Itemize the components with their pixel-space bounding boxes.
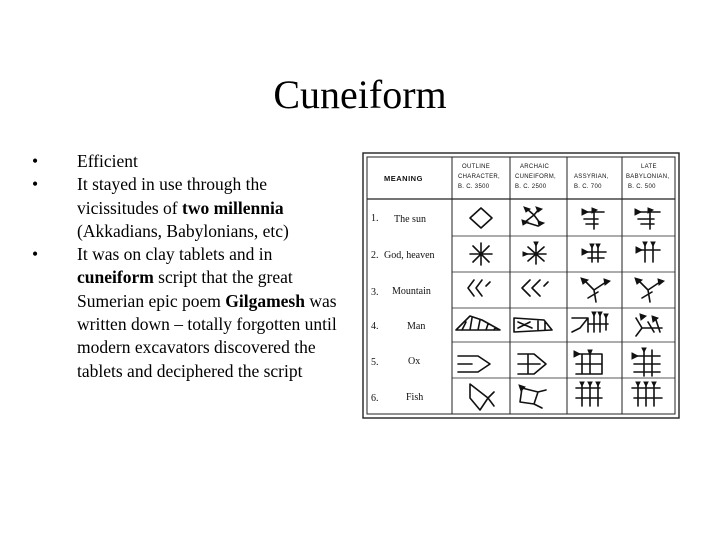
header-outline: B. C. 3500 [458,184,490,190]
sun-archaic-glyph [522,207,544,226]
bullet-dot: • [32,244,39,265]
row-meaning: God, heaven [384,250,435,261]
fish-assyrian-glyph [576,382,602,406]
header-assyrian: ASSYRIAN, [574,174,609,180]
header-archaic: CUNEIFORM, [515,174,556,180]
header-outline: CHARACTER, [458,174,501,180]
man-outline-glyph [456,316,500,330]
god-outline-glyph [470,243,492,265]
row-number: 6. [371,393,379,404]
sun-late-glyph [635,208,660,229]
header-late: BABYLONIAN, [626,174,670,180]
sun-outline-glyph [470,208,492,228]
ox-assyrian-glyph [574,350,602,374]
header-late: LATE [641,164,657,170]
fish-outline-glyph [470,384,494,410]
cuneiform-evolution-table [362,152,682,420]
row-meaning: Man [407,321,426,332]
man-late-glyph [636,314,662,336]
slide-title: Cuneiform [273,72,447,117]
ox-late-glyph [632,348,660,376]
bullet-dot: • [32,174,39,195]
man-assyrian-glyph [572,312,608,332]
bullet-text: Efficient [77,151,138,171]
god-archaic-glyph [523,242,546,264]
fish-archaic-glyph [519,385,546,408]
bullet-text: It was on clay tablets and in cuneiform script that the great Sumerian epic poem Gilgamesh was written down – totally forgotten until modern excavators discovered the tablets and deciphered the script [77,244,337,381]
row-number: 2. [371,250,379,261]
bullet-dot: • [32,151,39,171]
bullet-item [30,150,350,173]
row-meaning: The sun [394,214,426,225]
row-number: 1. [371,213,379,224]
fish-late-glyph [632,382,662,406]
god-late-glyph [636,242,660,262]
ox-archaic-glyph [518,354,546,374]
god-assyrian-glyph [582,244,606,262]
mountain-assyrian-glyph [581,278,610,302]
row-meaning: Fish [406,392,424,403]
header-archaic: ARCHAIC [520,164,550,170]
bullet-text: It stayed in use through the vicissitudes of two millennia (Akkadians, Babylonians, etc) [77,174,289,241]
row-number: 4. [371,321,379,332]
header-outline: OUTLINE [462,164,491,170]
mountain-archaic-glyph [522,280,548,296]
header-assyrian: B. C. 700 [574,184,602,190]
ox-outline-glyph [458,356,490,372]
sun-assyrian-glyph [582,208,604,229]
row-meaning: Mountain [392,286,431,297]
header-archaic: B. C. 2500 [515,184,547,190]
row-number: 5. [371,357,379,368]
header-late: B. C. 500 [628,184,656,190]
row-meaning: Ox [408,356,421,367]
mountain-outline-glyph [468,280,490,296]
bullet-item [30,173,350,243]
bullet-item [30,243,350,383]
mountain-late-glyph [635,278,664,302]
man-archaic-glyph [514,318,552,332]
row-number: 3. [371,287,379,298]
header-meaning: MEANING [384,174,423,183]
bullet-list [30,150,350,383]
